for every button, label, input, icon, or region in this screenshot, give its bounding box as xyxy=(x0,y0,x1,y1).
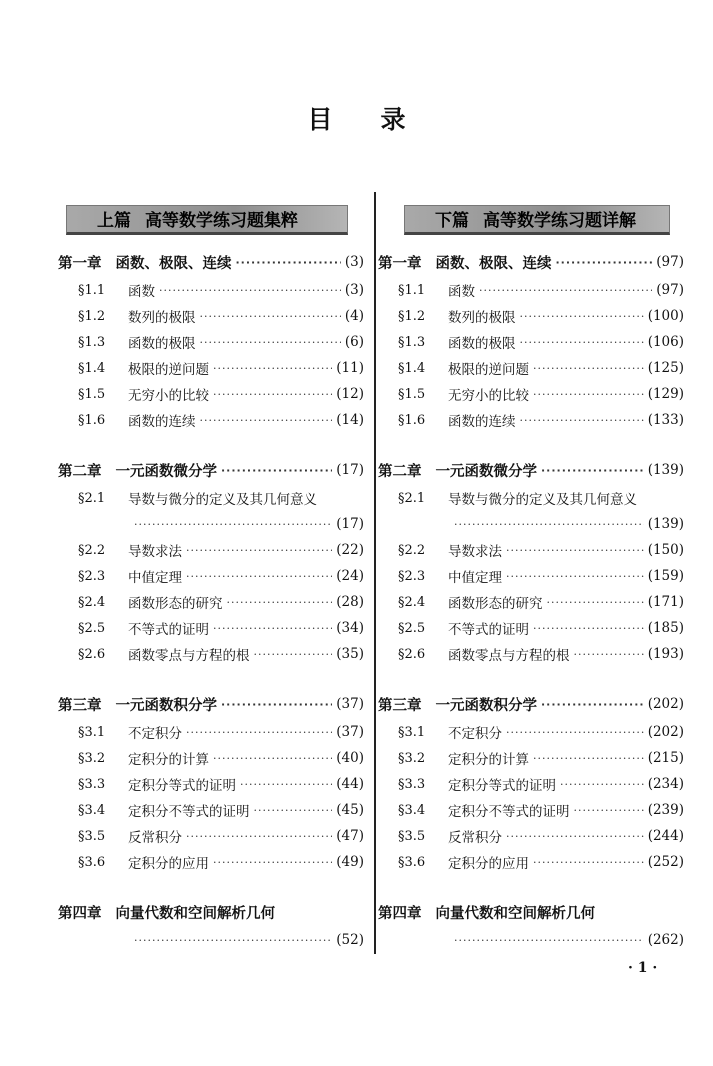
section-entry[interactable] xyxy=(378,563,684,589)
section-entry[interactable] xyxy=(58,563,364,589)
section-title: 极限的逆问题 xyxy=(128,362,209,378)
page-ref: (52) xyxy=(336,932,364,948)
section-number: §3.3 xyxy=(78,776,106,792)
section-title: 定积分不等式的证明 xyxy=(448,804,570,820)
section-number: §3.2 xyxy=(78,750,106,766)
page-ref: (45) xyxy=(336,802,364,818)
leader-dots xyxy=(200,336,341,349)
section-entry[interactable] xyxy=(58,355,364,381)
section-number: §2.2 xyxy=(398,542,426,558)
chapter-block xyxy=(58,689,364,897)
section-entry[interactable] xyxy=(378,329,684,355)
section-number: §2.4 xyxy=(78,594,106,610)
section-title: 定积分等式的证明 xyxy=(448,778,556,794)
chapter-block xyxy=(378,247,684,455)
title-char: 目 xyxy=(307,105,333,134)
chapter-entry[interactable] xyxy=(58,247,364,277)
section-title: 反常积分 xyxy=(128,830,182,846)
section-number: §1.3 xyxy=(398,334,426,350)
section-title: 反常积分 xyxy=(448,830,502,846)
section-number: §3.1 xyxy=(78,724,106,740)
chapter-number: 第一章 xyxy=(58,255,102,272)
section-entry[interactable] xyxy=(378,589,684,615)
page-ref: (244) xyxy=(647,828,684,844)
leader-dots xyxy=(454,934,644,947)
chapter-title: 一元函数微分学 xyxy=(435,463,537,480)
leader-dots xyxy=(541,698,644,711)
section-title: 函数的连续 xyxy=(448,414,516,430)
section-number: §3.4 xyxy=(78,802,106,818)
section-entry[interactable] xyxy=(378,303,684,329)
chapter-block xyxy=(378,897,684,953)
page-ref: (37) xyxy=(336,696,364,712)
page-ref: (6) xyxy=(344,334,364,350)
leader-dots xyxy=(159,284,341,297)
chapter-title: 向量代数和空间解析几何 xyxy=(115,905,275,922)
page-ref: (22) xyxy=(336,542,364,558)
section-number: §3.3 xyxy=(398,776,426,792)
leader-dots xyxy=(520,310,644,323)
page-ref: (12) xyxy=(336,386,364,402)
section-entry[interactable] xyxy=(58,303,364,329)
section-page-line xyxy=(58,511,364,537)
page-ref: (129) xyxy=(647,386,684,402)
section-title: 不等式的证明 xyxy=(448,622,529,638)
page-ref: (97) xyxy=(656,254,684,270)
section-title: 导数与微分的定义及其几何意义 xyxy=(128,492,317,508)
leader-dots xyxy=(213,362,332,375)
section-number: §1.6 xyxy=(78,412,106,428)
section-entry[interactable] xyxy=(378,381,684,407)
page-ref: (193) xyxy=(647,646,684,662)
leader-dots xyxy=(186,726,332,739)
chapter-title: 一元函数积分学 xyxy=(435,697,537,714)
section-number: §3.6 xyxy=(78,854,106,870)
section-number: §1.2 xyxy=(398,308,426,324)
leader-dots xyxy=(213,388,332,401)
page-title xyxy=(0,100,713,136)
page-ref: (3) xyxy=(344,254,364,270)
section-number: §2.3 xyxy=(78,568,106,584)
page-ref: (239) xyxy=(647,802,684,818)
leader-dots xyxy=(520,336,644,349)
page-ref: (24) xyxy=(336,568,364,584)
section-title: 不定积分 xyxy=(128,726,182,742)
page-ref: (17) xyxy=(336,516,364,532)
page-ref: (159) xyxy=(647,568,684,584)
leader-dots xyxy=(200,310,341,323)
page-ref: (125) xyxy=(647,360,684,376)
leader-dots xyxy=(221,698,332,711)
section-entry[interactable] xyxy=(378,355,684,381)
chapter-entry[interactable] xyxy=(378,689,684,719)
chapter-spacer xyxy=(378,667,684,689)
page-ref: (106) xyxy=(647,334,684,350)
column-divider xyxy=(374,192,376,954)
leader-dots xyxy=(506,570,644,583)
toc-list xyxy=(378,247,684,953)
section-number: §3.4 xyxy=(398,802,426,818)
section-number: §1.4 xyxy=(398,360,426,376)
chapter-number: 第一章 xyxy=(378,255,422,272)
title-char: 录 xyxy=(380,105,406,134)
section-number: §1.1 xyxy=(78,282,106,298)
page-ref: (14) xyxy=(336,412,364,428)
toc-list xyxy=(58,247,364,953)
section-entry[interactable] xyxy=(58,849,364,875)
section-entry[interactable] xyxy=(58,537,364,563)
section-title: 函数零点与方程的根 xyxy=(448,648,570,664)
section-entry[interactable] xyxy=(378,823,684,849)
section-title: 导数求法 xyxy=(128,544,182,560)
section-number: §2.2 xyxy=(78,542,106,558)
section-number: §1.6 xyxy=(398,412,426,428)
chapter-number: 第四章 xyxy=(378,905,422,922)
section-title: 中值定理 xyxy=(448,570,502,586)
section-number: §2.4 xyxy=(398,594,426,610)
section-number: §2.6 xyxy=(78,646,106,662)
section-title: 定积分等式的证明 xyxy=(128,778,236,794)
page-ref: (171) xyxy=(647,594,684,610)
page-ref: (37) xyxy=(336,724,364,740)
leader-dots xyxy=(254,648,333,661)
chapter-block xyxy=(378,689,684,897)
section-title: 定积分的应用 xyxy=(448,856,529,872)
section-entry[interactable] xyxy=(378,485,684,511)
section-number: §3.5 xyxy=(78,828,106,844)
section-entry[interactable] xyxy=(378,537,684,563)
leader-dots xyxy=(506,726,644,739)
section-title: 中值定理 xyxy=(128,570,182,586)
page-ref: (139) xyxy=(647,462,684,478)
section-title: 函数 xyxy=(128,284,155,300)
section-number: §1.4 xyxy=(78,360,106,376)
section-entry[interactable] xyxy=(58,797,364,823)
page-ref: (185) xyxy=(647,620,684,636)
page-ref: (3) xyxy=(344,282,364,298)
section-entry[interactable] xyxy=(58,277,364,303)
chapter-number: 第四章 xyxy=(58,905,102,922)
leader-dots xyxy=(186,830,332,843)
page-ref: (97) xyxy=(656,282,684,298)
leader-dots xyxy=(560,778,644,791)
chapter-title: 一元函数积分学 xyxy=(115,697,217,714)
section-number: §2.3 xyxy=(398,568,426,584)
section-number: §3.1 xyxy=(398,724,426,740)
chapter-title: 一元函数微分学 xyxy=(115,463,217,480)
chapter-page-line xyxy=(58,927,364,953)
section-entry[interactable] xyxy=(58,641,364,667)
part-title: 高等数学练习题集粹 xyxy=(145,211,298,231)
section-entry[interactable] xyxy=(378,745,684,771)
page-ref: (17) xyxy=(336,462,364,478)
chapter-title: 函数、极限、连续 xyxy=(115,255,232,272)
section-entry[interactable] xyxy=(378,797,684,823)
chapter-entry[interactable] xyxy=(378,455,684,485)
page-ref: (35) xyxy=(336,646,364,662)
leader-dots xyxy=(186,544,332,557)
section-number: §3.2 xyxy=(398,750,426,766)
leader-dots xyxy=(479,284,652,297)
page-ref: (40) xyxy=(336,750,364,766)
section-number: §2.5 xyxy=(78,620,106,636)
leader-dots xyxy=(236,256,341,269)
leader-dots xyxy=(213,856,332,869)
section-title: 无穷小的比较 xyxy=(448,388,529,404)
section-entry[interactable] xyxy=(378,719,684,745)
section-title: 不定积分 xyxy=(448,726,502,742)
chapter-spacer xyxy=(378,875,684,897)
section-entry[interactable] xyxy=(58,745,364,771)
section-title: 定积分的计算 xyxy=(448,752,529,768)
chapter-title: 向量代数和空间解析几何 xyxy=(435,905,595,922)
chapter-block xyxy=(58,247,364,455)
page-ref: (139) xyxy=(647,516,684,532)
page-ref: (252) xyxy=(647,854,684,870)
chapter-spacer xyxy=(58,667,364,689)
page-ref: (28) xyxy=(336,594,364,610)
page-ref: (47) xyxy=(336,828,364,844)
leader-dots xyxy=(547,596,644,609)
leader-dots xyxy=(134,518,332,531)
leader-dots xyxy=(556,256,653,269)
page-ref: (202) xyxy=(647,724,684,740)
section-title: 函数的极限 xyxy=(128,336,196,352)
leader-dots xyxy=(454,518,644,531)
section-number: §2.6 xyxy=(398,646,426,662)
section-entry[interactable] xyxy=(58,407,364,433)
page-ref: (202) xyxy=(647,696,684,712)
leader-dots xyxy=(506,544,644,557)
chapter-entry[interactable] xyxy=(58,455,364,485)
leader-dots xyxy=(227,596,333,609)
leader-dots xyxy=(533,856,644,869)
section-entry[interactable] xyxy=(378,615,684,641)
section-entry[interactable] xyxy=(378,771,684,797)
chapter-spacer xyxy=(378,433,684,455)
page-ref: (100) xyxy=(647,308,684,324)
left-column xyxy=(58,205,364,953)
section-title: 定积分不等式的证明 xyxy=(128,804,250,820)
section-entry[interactable] xyxy=(58,329,364,355)
section-number: §2.1 xyxy=(78,490,106,506)
leader-dots xyxy=(533,388,644,401)
section-entry[interactable] xyxy=(378,407,684,433)
section-number: §1.5 xyxy=(398,386,426,402)
part-label: 下篇 xyxy=(435,211,469,231)
section-title: 不等式的证明 xyxy=(128,622,209,638)
leader-dots xyxy=(520,414,644,427)
chapter-entry[interactable] xyxy=(58,689,364,719)
section-title: 无穷小的比较 xyxy=(128,388,209,404)
leader-dots xyxy=(213,752,332,765)
leader-dots xyxy=(240,778,332,791)
chapter-entry[interactable] xyxy=(378,247,684,277)
page-ref: (34) xyxy=(336,620,364,636)
section-number: §1.5 xyxy=(78,386,106,402)
page-ref: (11) xyxy=(336,360,364,376)
section-number: §2.5 xyxy=(398,620,426,636)
section-title: 函数形态的研究 xyxy=(128,596,223,612)
section-entry[interactable] xyxy=(378,641,684,667)
chapter-entry[interactable] xyxy=(378,897,684,927)
section-entry[interactable] xyxy=(58,381,364,407)
leader-dots xyxy=(213,622,332,635)
page-ref: (234) xyxy=(647,776,684,792)
section-number: §2.1 xyxy=(398,490,426,506)
chapter-number: 第二章 xyxy=(58,463,102,480)
chapter-spacer xyxy=(58,433,364,455)
section-entry[interactable] xyxy=(378,277,684,303)
section-page-line xyxy=(378,511,684,537)
leader-dots xyxy=(533,362,644,375)
chapter-block xyxy=(58,897,364,953)
leader-dots xyxy=(533,622,644,635)
section-title: 函数的连续 xyxy=(128,414,196,430)
section-title: 定积分的计算 xyxy=(128,752,209,768)
right-column xyxy=(378,205,684,953)
chapter-number: 第三章 xyxy=(58,697,102,714)
page-ref: (44) xyxy=(336,776,364,792)
leader-dots xyxy=(541,464,644,477)
page-ref: (215) xyxy=(647,750,684,766)
chapter-number: 第三章 xyxy=(378,697,422,714)
chapter-entry[interactable] xyxy=(58,897,364,927)
chapter-block xyxy=(378,455,684,689)
part-banner xyxy=(404,205,670,235)
section-title: 函数 xyxy=(448,284,475,300)
section-entry[interactable] xyxy=(58,589,364,615)
section-number: §1.2 xyxy=(78,308,106,324)
leader-dots xyxy=(574,804,644,817)
section-title: 数列的极限 xyxy=(128,310,196,326)
section-number: §3.6 xyxy=(398,854,426,870)
chapter-spacer xyxy=(58,875,364,897)
page-ref: (133) xyxy=(647,412,684,428)
section-number: §3.5 xyxy=(398,828,426,844)
section-entry[interactable] xyxy=(58,719,364,745)
leader-dots xyxy=(254,804,333,817)
chapter-title: 函数、极限、连续 xyxy=(435,255,552,272)
chapter-block xyxy=(58,455,364,689)
leader-dots xyxy=(533,752,644,765)
page-ref: (262) xyxy=(647,932,684,948)
section-title: 导数与微分的定义及其几何意义 xyxy=(448,492,637,508)
section-title: 数列的极限 xyxy=(448,310,516,326)
page-ref: (4) xyxy=(344,308,364,324)
leader-dots xyxy=(186,570,332,583)
leader-dots xyxy=(574,648,644,661)
page-number: · 1 · xyxy=(628,960,658,976)
leader-dots xyxy=(134,934,332,947)
section-entry[interactable] xyxy=(378,849,684,875)
part-label: 上篇 xyxy=(97,211,131,231)
section-title: 导数求法 xyxy=(448,544,502,560)
section-entry[interactable] xyxy=(58,823,364,849)
section-number: §1.3 xyxy=(78,334,106,350)
part-banner xyxy=(66,205,348,235)
section-entry[interactable] xyxy=(58,615,364,641)
section-number: §1.1 xyxy=(398,282,426,298)
page-ref: (49) xyxy=(336,854,364,870)
leader-dots xyxy=(200,414,333,427)
chapter-number: 第二章 xyxy=(378,463,422,480)
section-entry[interactable] xyxy=(58,771,364,797)
chapter-page-line xyxy=(378,927,684,953)
section-entry[interactable] xyxy=(58,485,364,511)
leader-dots xyxy=(221,464,332,477)
section-title: 定积分的应用 xyxy=(128,856,209,872)
section-title: 函数形态的研究 xyxy=(448,596,543,612)
page-ref: (150) xyxy=(647,542,684,558)
section-title: 函数的极限 xyxy=(448,336,516,352)
leader-dots xyxy=(506,830,644,843)
section-title: 极限的逆问题 xyxy=(448,362,529,378)
part-title: 高等数学练习题详解 xyxy=(483,211,636,231)
section-title: 函数零点与方程的根 xyxy=(128,648,250,664)
